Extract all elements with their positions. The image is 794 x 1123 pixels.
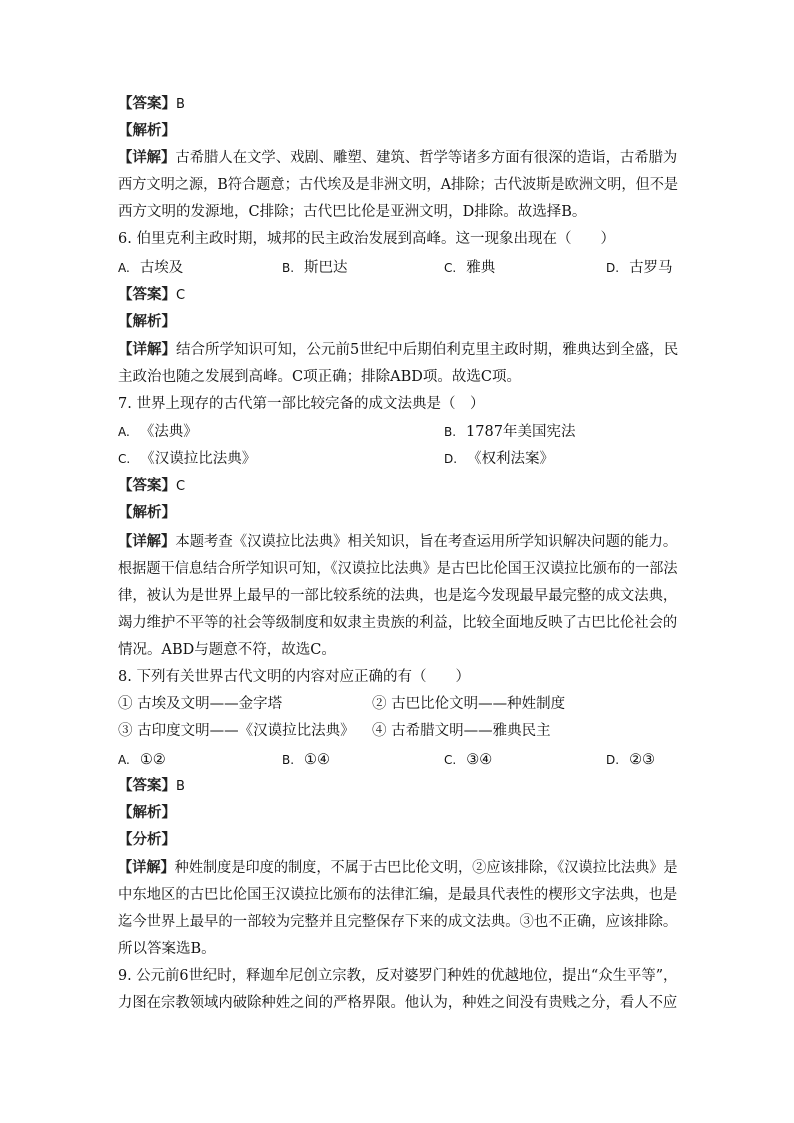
detail-text: 竭力维护不平等的社会等级制度和奴隶主贵族的利益，比较全面地反映了古巴比伦社会的 (118, 615, 678, 631)
detail-line (118, 858, 678, 878)
option-d: D. 《权利法案》 (444, 451, 555, 467)
detail-text: 情况。ABD与题意不符，故选C。 (118, 642, 336, 658)
option-c: C. 雅典 (444, 260, 496, 276)
answer-value: B (176, 779, 185, 794)
detail-tag: 【详解】 (118, 533, 176, 550)
answer-line (118, 94, 185, 115)
detail-text: 中东地区的古巴比伦国王汉谟拉比颁布的法律汇编，是最具代表性的楔形文字法典，也是 (118, 887, 678, 903)
answer-value: B (176, 97, 185, 112)
option-d: D. 古罗马 (606, 260, 673, 276)
option-b: B. 斯巴达 (282, 260, 348, 276)
answer-tag: 【答案】 (118, 477, 176, 494)
detail-text: 古希腊人在文学、戏剧、雕塑、建筑、哲学等诸多方面有很深的造诣，古希腊为 (175, 150, 678, 166)
detail-text: 主政治也随之发展到高峰。C项正确；排除ABD项。故选C项。 (118, 369, 521, 385)
detail-line (118, 340, 678, 360)
question-stem: 力图在宗教领域内破除种姓之间的严格界限。他认为，种姓之间没有贵贱之分，看人不应 (118, 995, 678, 1011)
detail-text: 律，被认为是世界上最早的一部比较系统的法典，也是迄今发现最早最完整的成文法典， (118, 588, 678, 604)
option-a: A. ①② (118, 752, 166, 768)
question-stem: 9. 公元前6世纪时，释迦牟尼创立宗教，反对婆罗门种姓的优越地位，提出“众生平等”， (118, 968, 678, 984)
question-stem: 8. 下列有关世界古代文明的内容对应正确的有（ ） (118, 669, 470, 685)
option-c: C. ③④ (444, 752, 493, 768)
answer-line (118, 285, 185, 306)
analysis-tag: 【解析】 (118, 122, 176, 139)
analysis-tag: 【解析】 (118, 804, 176, 821)
question-stem: 6. 伯里克利主政时期，城邦的民主政治发展到高峰。这一现象出现在（ ） (118, 231, 615, 247)
detail-text: 种姓制度是印度的制度，不属于古巴比伦文明，②应该排除，《汉谟拉比法典》是 (174, 860, 678, 876)
answer-tag: 【答案】 (118, 777, 176, 794)
statement-item: ① 古埃及文明——金字塔 (118, 696, 283, 712)
answer-line (118, 776, 185, 797)
detail-text: 西方文明之源，B符合题意；古代埃及是非洲文明，A排除；古代波斯是欧洲文明，但不是 (118, 177, 679, 193)
option-b: B. ①④ (282, 752, 331, 768)
option-d: D. ②③ (606, 752, 656, 768)
detail-tag: 【详解】 (118, 149, 176, 166)
detail-line (118, 532, 677, 552)
option-a: A. 《法典》 (118, 424, 198, 440)
statement-item: ④ 古希腊文明——雅典民主 (372, 723, 551, 739)
analysis-line (118, 121, 176, 141)
option-a: A. 古埃及 (118, 260, 184, 276)
answer-tag: 【答案】 (118, 286, 176, 303)
answer-tag: 【答案】 (118, 95, 176, 112)
detail-text: 西方文明的发源地，C排除；古代巴比伦是亚洲文明，D排除。故选择B。 (118, 204, 587, 220)
detail-text: 根据题干信息结合所学知识可知，《汉谟拉比法典》是古巴比伦国王汉谟拉比颁布的一部法 (118, 561, 678, 577)
option-c: C. 《汉谟拉比法典》 (118, 451, 257, 467)
option-b: B. 1787年美国宪法 (444, 424, 576, 440)
detail-text: 所以答案选B。 (118, 941, 216, 957)
detail-text: 本题考查《汉谟拉比法典》相关知识，旨在考查运用所学知识解决问题的能力。 (175, 534, 678, 550)
statement-item: ③ 古印度文明——《汉谟拉比法典》 (118, 723, 355, 739)
detail-text: 迄今世界上最早的一部较为完整并且完整保存下来的成文法典。③也不正确，应该排除。 (118, 914, 678, 930)
statement-item: ② 古巴比伦文明——种姓制度 (372, 696, 566, 712)
question-stem: 7. 世界上现存的古代第一部比较完备的成文法典是（ ） (118, 396, 485, 412)
answer-value: C (176, 479, 186, 494)
analysis-tag: 【解析】 (118, 504, 176, 521)
answer-value: C (176, 288, 186, 303)
answer-line (118, 476, 185, 497)
analysis-tag: 【解析】 (118, 313, 176, 330)
detail-line (118, 148, 677, 168)
fenxi-tag: 【分析】 (118, 831, 176, 848)
detail-tag: 【详解】 (118, 859, 175, 876)
detail-tag: 【详解】 (118, 341, 176, 358)
detail-text: 结合所学知识可知，公元前5世纪中后期伯利克里主政时期，雅典达到全盛，民 (176, 342, 679, 358)
